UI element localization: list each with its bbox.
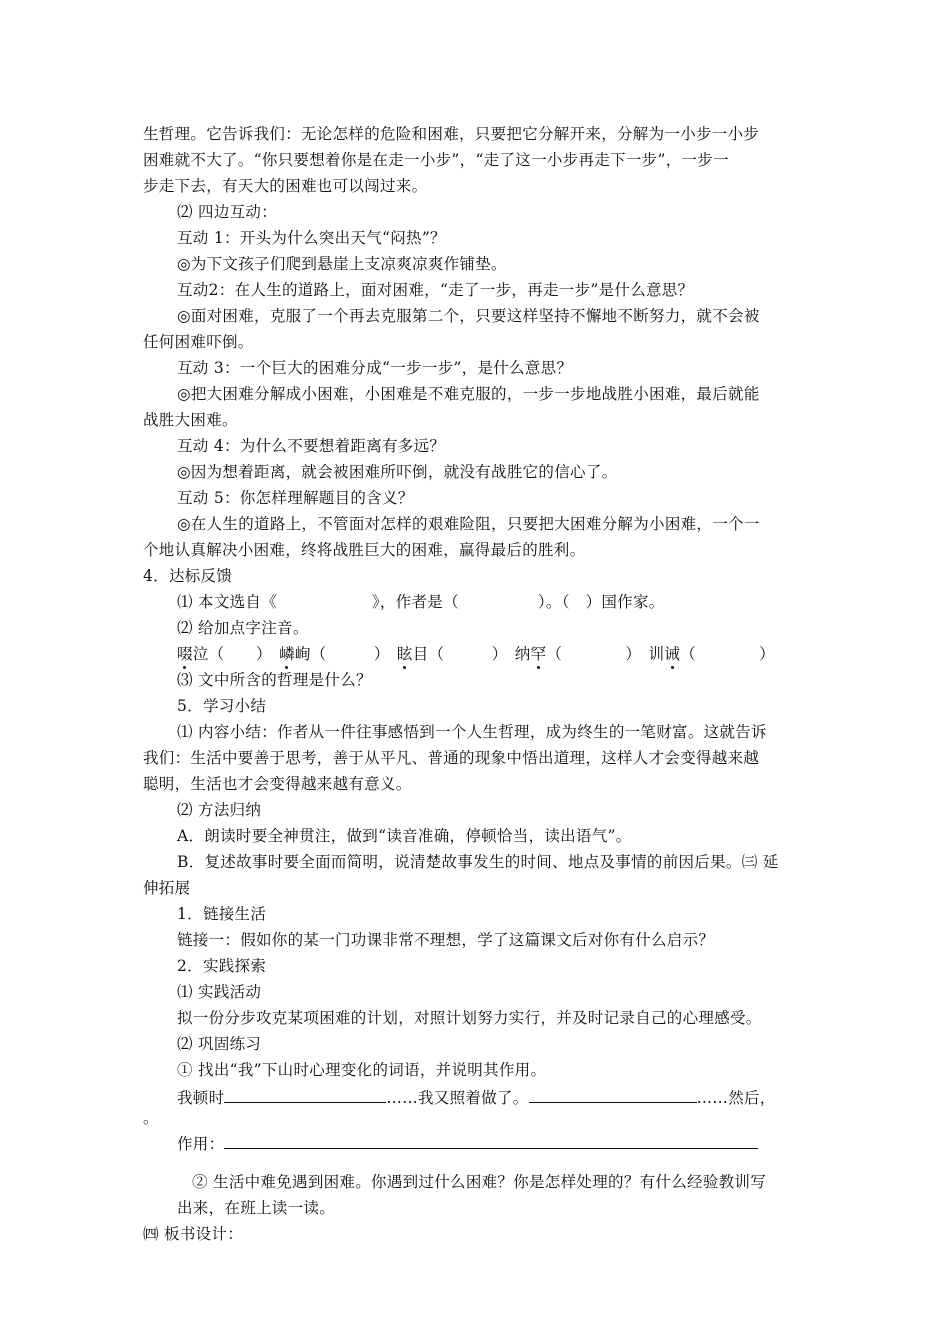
- question-line: ① 找出“我”下山时心理变化的词语，并说明其作用。: [177, 1061, 547, 1079]
- section-heading: 5．学习小结: [177, 697, 267, 715]
- section-heading: ⑵ 四边互动：: [177, 203, 278, 221]
- dotted-char: 啜: [177, 645, 193, 663]
- question-line: ⑶ 文中所含的哲理是什么？: [177, 671, 372, 689]
- paragraph-line: B．复述故事时要全面而简明，说清楚故事发生的时间、地点及事情的前因后果。㈢ 延: [177, 853, 779, 871]
- answer-line: ◎为下文孩子们爬到悬崖上支凉爽凉爽作铺垫。: [177, 255, 507, 273]
- paragraph-line: 我们：生活中要善于思考，善于从平凡、普通的现象中悟出道理，这样人才会变得越来越: [143, 749, 760, 767]
- fill-in-tail: 。: [143, 1109, 159, 1127]
- pinyin-item: 眩目（ ）: [396, 645, 508, 663]
- pinyin-item: 纳罕（ ）: [514, 645, 642, 663]
- section-heading: 2．实践探索: [177, 957, 267, 975]
- answer-line: 任何困难吓倒。: [143, 333, 254, 351]
- paragraph-line: 困难就不大了。“你只要想着你是在走一小步”，“走了这一小步再走下一步”，一步一: [143, 151, 729, 169]
- section-heading: ㈣ 板书设计：: [143, 1225, 244, 1243]
- question-line: 互动 5：你怎样理解题目的含义？: [177, 489, 414, 507]
- pinyin-item: 训诫（ ）: [648, 645, 775, 663]
- paragraph-line: 步走下去，有天大的困难也可以闯过来。: [143, 177, 428, 195]
- fill-in-line: 我顿时 ……我又照着做了。 ……然后，: [177, 1086, 776, 1108]
- question-line: 链接一：假如你的某一门功课非常不理想，学了这篇课文后对你有什么启示？: [177, 931, 715, 949]
- question-line: 互动 1：开头为什么突出天气“闷热”？: [177, 229, 446, 247]
- paragraph-line: 聪明，生活也才会变得越来越有意义。: [143, 775, 412, 793]
- answer-line: 个地认真解决小困难，终将战胜巨大的困难，赢得最后的胜利。: [143, 541, 586, 559]
- section-heading: 1．链接生活: [177, 905, 267, 923]
- pinyin-item: 啜泣（ ）: [177, 645, 272, 663]
- question-line: ② 生活中难免遇到困难。你遇到过什么困难？你是怎样处理的？有什么经验教训写: [192, 1173, 767, 1191]
- fill-in-question: ⑴ 本文选自《 》，作者是（ ）。（ ）国作家。: [177, 593, 665, 611]
- dotted-char: 罕: [530, 645, 547, 663]
- subheading: ⑵ 方法归纳: [177, 801, 262, 819]
- paragraph-line: A．朗读时要全神贯注，做到“读音准确，停顿恰当，读出语气”。: [177, 827, 632, 845]
- pinyin-item: 嶙峋（ ）: [279, 645, 390, 663]
- dotted-char: 眩: [396, 645, 413, 663]
- paragraph-line: 伸拓展: [143, 879, 191, 897]
- dotted-char: 嶙: [279, 645, 295, 663]
- section-heading: 4．达标反馈: [143, 567, 233, 585]
- answer-blank[interactable]: [224, 1086, 386, 1103]
- fill-in-line: 作用：: [177, 1132, 758, 1154]
- question-line: 出来，在班上读一读。: [177, 1199, 336, 1217]
- answer-line: ◎因为想着距离，就会被困难所吓倒，就没有战胜它的信心了。: [177, 463, 618, 481]
- answer-blank[interactable]: [224, 1132, 758, 1149]
- pinyin-row: [177, 644, 775, 664]
- subheading: ⑴ 实践活动: [177, 983, 262, 1001]
- answer-line: ◎把大困难分解成小困难，小困难是不难克服的，一步一步地战胜小困难，最后就能: [177, 385, 760, 403]
- dotted-char: 诫: [664, 645, 681, 663]
- paragraph-line: 拟一份分步攻克某项困难的计划，对照计划努力实行，并及时记录自己的心理感受。: [177, 1009, 762, 1027]
- question-line: ⑵ 给加点字注音。: [177, 619, 309, 637]
- answer-blank[interactable]: [529, 1086, 697, 1103]
- question-line: 互动 4：为什么不要想着距离有多远？: [177, 437, 446, 455]
- answer-line: ◎面对困难，克服了一个再去克服第二个，只要这样坚持不懈地不断努力，就不会被: [177, 307, 760, 325]
- answer-line: ◎在人生的道路上，不管面对怎样的艰难险阻，只要把大困难分解为小困难，一个一: [177, 515, 760, 533]
- subheading: ⑵ 巩固练习: [177, 1035, 262, 1053]
- paragraph-line: ⑴ 内容小结：作者从一件往事感悟到一个人生哲理，成为终生的一笔财富。这就告诉: [177, 723, 767, 741]
- answer-line: 战胜大困难。: [143, 411, 238, 429]
- question-line: 互动2：在人生的道路上，面对困难，“走了一步，再走一步”是什么意思？: [177, 281, 694, 299]
- question-line: 互动 3：一个巨大的困难分成“一步一步”，是什么意思？: [177, 359, 573, 377]
- paragraph-line: 生哲理。它告诉我们：无论怎样的危险和困难，只要把它分解开来，分解为一小步一小步: [143, 125, 760, 143]
